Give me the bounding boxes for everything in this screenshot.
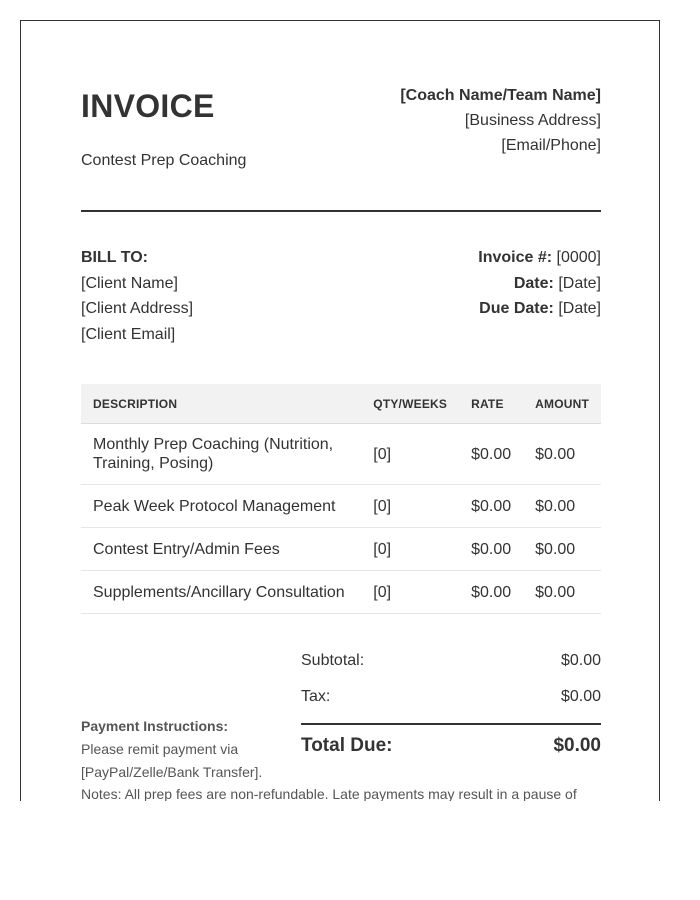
invoice-title: INVOICE [81, 88, 215, 124]
totals-divider [301, 723, 601, 725]
item-qty: [0] [361, 424, 459, 485]
bill-to-heading: BILL TO: [81, 249, 148, 266]
item-rate: $0.00 [459, 485, 523, 528]
item-rate: $0.00 [459, 571, 523, 614]
due-date-line [478, 296, 601, 322]
item-amount: $0.00 [523, 528, 601, 571]
item-rate: $0.00 [459, 528, 523, 571]
item-description: Supplements/Ancillary Consultation [81, 571, 361, 614]
total-due-row [301, 735, 601, 757]
tax-value: $0.00 [560, 688, 601, 705]
business-address: [Business Address] [464, 112, 601, 129]
subtotal-label: Subtotal: [301, 652, 365, 669]
table-header-row [81, 384, 601, 424]
header-description: DESCRIPTION [81, 384, 361, 424]
due-date-value: [Date] [558, 300, 601, 317]
client-name: [Client Name] [81, 274, 178, 292]
item-qty: [0] [361, 571, 459, 614]
table-row [81, 571, 601, 614]
bill-to-section [81, 245, 193, 347]
coach-info [400, 83, 601, 158]
client-email: [Client Email] [81, 325, 176, 343]
payment-heading: Payment Instructions: [81, 718, 229, 734]
tax-row [301, 687, 601, 723]
invoice-content [81, 21, 601, 801]
invoice-number-value: [0000] [556, 249, 601, 266]
header-qty: QTY/WEEKS [361, 384, 459, 424]
payment-instructions [81, 715, 281, 784]
item-description: Contest Entry/Admin Fees [81, 528, 361, 571]
client-address: [Client Address] [81, 300, 194, 317]
total-due-value: $0.00 [553, 735, 601, 756]
header-rate: RATE [459, 384, 523, 424]
date-label: Date: [513, 274, 554, 292]
payment-line-2: [PayPal/Zelle/Bank Transfer]. [81, 764, 263, 780]
subtotal-value: $0.00 [560, 652, 601, 669]
due-date-label: Due Date: [479, 300, 554, 317]
invoice-subtitle: Contest Prep Coaching [81, 152, 247, 169]
date-value: [Date] [558, 274, 601, 292]
coach-name: [Coach Name/Team Name] [400, 87, 601, 104]
payment-line-1: Please remit payment via [81, 741, 239, 757]
header-divider [81, 210, 601, 212]
subtotal-row [301, 651, 601, 687]
line-items-table [81, 384, 601, 614]
table-row [81, 528, 601, 571]
invoice-number-label: Invoice #: [478, 249, 553, 266]
date-line [478, 271, 601, 297]
table-row [81, 424, 601, 485]
item-amount: $0.00 [523, 424, 601, 485]
tax-label: Tax: [301, 688, 331, 705]
invoice-page [20, 20, 660, 801]
invoice-number-line [478, 245, 601, 271]
invoice-notes: Notes: All prep fees are non-refundable. Late payments may result in a pause of [81, 786, 577, 801]
item-qty: [0] [361, 528, 459, 571]
totals-section [301, 651, 601, 757]
item-amount: $0.00 [523, 485, 601, 528]
contact-info: [Email/Phone] [501, 137, 601, 154]
invoice-meta [478, 245, 601, 322]
table-row [81, 485, 601, 528]
item-rate: $0.00 [459, 424, 523, 485]
header-amount: AMOUNT [523, 384, 601, 424]
item-qty: [0] [361, 485, 459, 528]
total-due-label: Total Due: [301, 735, 393, 756]
item-description: Monthly Prep Coaching (Nutrition, Training, Posing) [81, 424, 361, 485]
item-amount: $0.00 [523, 571, 601, 614]
item-description: Peak Week Protocol Management [81, 485, 361, 528]
